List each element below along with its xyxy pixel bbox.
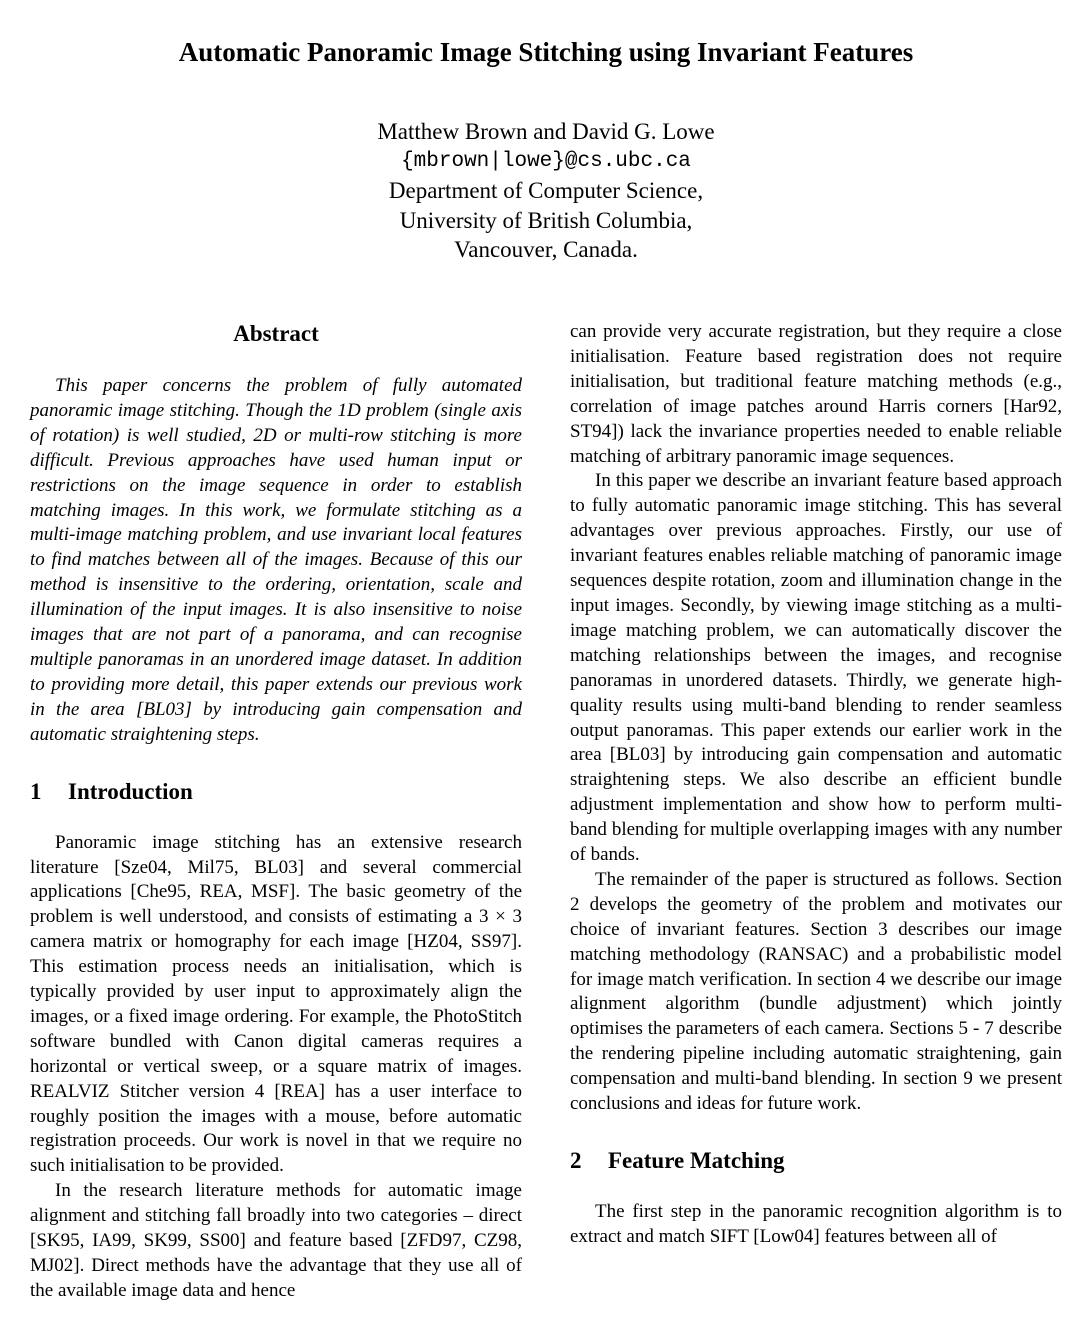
right-column bbox=[570, 320, 1062, 1250]
introduction-paragraph: In this paper we describe an invariant feature based approach to fully automatic panoramic image stitching. This has several advantages over previous approaches. Firstly, our use of invariant features enables reliable matching of panoramic image sequences despite rotation, zoom and illumination change in the input images. Secondly, by viewing image stitching as a multi-image matching problem, we can automatically discover the matching relationships between the images, and recognise panoramas in unordered datasets. Thirdly, we generate high-quality results using multi-band blending to render seamless output panoramas. This paper extends our earlier work in the area [BL03] by introducing gain compensation and automatic straightening steps. We also describe an efficient bundle adjustment implementation and show how to perform multi-band blending for multiple overlapping images with any number of bands. bbox=[570, 470, 1062, 866]
feature-matching-paragraph: The first step in the panoramic recognition algorithm is to extract and match SIFT [Low04] features between all of bbox=[570, 1201, 1062, 1247]
section-title: Introduction bbox=[68, 778, 193, 804]
introduction-paragraph: The remainder of the paper is structured as follows. Section 2 develops the geometry of the problem and motivates our choice of invariant features. Section 3 describes our image matching methodology (RANSAC) and a probabilistic model for image match verification. In section 4 we describe our image alignment algorithm (bundle adjustment) which jointly optimises the parameters of each camera. Sections 5 - 7 describe the rendering pipeline including automatic straightening, gain compensation and multi-band blending. In section 9 we present conclusions and ideas for future work. bbox=[570, 868, 1062, 1115]
author-block bbox=[0, 117, 1092, 265]
paper-title: Automatic Panoramic Image Stitching using Invariant Features bbox=[178, 37, 914, 67]
affiliation-line: Vancouver, Canada. bbox=[454, 237, 638, 262]
author-names: Matthew Brown and David G. Lowe bbox=[377, 119, 715, 144]
section-heading-feature-matching bbox=[570, 1147, 1062, 1175]
author-email: {mbrown|lowe}@cs.ubc.ca bbox=[401, 149, 691, 173]
abstract-heading: Abstract bbox=[233, 321, 319, 346]
section-number: 1 bbox=[30, 778, 42, 804]
left-column bbox=[30, 320, 522, 1304]
introduction-paragraph: In the research literature methods for automatic image alignment and stitching fall broadly into two categories – direct [SK95, IA99, SK99, SS00] and feature based [ZFD97, CZ98, MJ02]. Direct methods have the advantage that they use all of the available image data and hence bbox=[30, 1180, 522, 1301]
introduction-paragraph-continued: can provide very accurate registration, but they require a close initialisation. Feature based registration does not require initialisation, but traditional feature matching methods (e.g., correlation of image patches around Harris corners [Har92, ST94]) lack the invariance properties needed to enable reliable matching of arbitrary panoramic image sequences. bbox=[570, 321, 1062, 467]
section-title: Feature Matching bbox=[608, 1148, 785, 1173]
section-heading-introduction bbox=[30, 778, 522, 806]
introduction-paragraph: Panoramic image stitching has an extensive research literature [Sze04, Mil75, BL03] and several commercial applications [Che95, REA, MSF]. The basic geometry of the problem is well understood, and consists of estimating a 3 × 3 camera matrix or homography for each image [HZ04, SS97]. This estimation process needs an initialisation, which is typically provided by user input to approximately align the images, or a fixed image ordering. For example, the PhotoStitch software bundled with Canon digital cameras requires a horizontal or vertical sweep, or a square matrix of images. REALVIZ Stitcher version 4 [REA] has a user interface to roughly position the images with a mouse, before automatic registration proceeds. Our work is novel in that we require no such initialisation to be provided. bbox=[30, 831, 522, 1177]
affiliation-line: University of British Columbia, bbox=[399, 207, 693, 233]
section-number: 2 bbox=[570, 1148, 582, 1173]
affiliation-line: Department of Computer Science, bbox=[388, 178, 704, 203]
abstract-text: This paper concerns the problem of fully automated panoramic image stitching. Though the 1D problem (single axis of rotation) is well studied, 2D or multi-row stitching is more difficult. Previous approaches have used human input or restrictions on the image sequence in order to establish matching images. In this work, we formulate stitching as a multi-image matching problem, and use invariant local features to find matches between all of the images. Because of this our method is insensitive to the ordering, orientation, scale and illumination of the input images. It is also insensitive to noise images that are not part of a panorama, and can recognise multiple panoramas in an unordered image dataset. In addition to providing more detail, this paper extends our previous work in the area [BL03] by introducing gain compensation and automatic straightening steps. bbox=[30, 375, 522, 745]
